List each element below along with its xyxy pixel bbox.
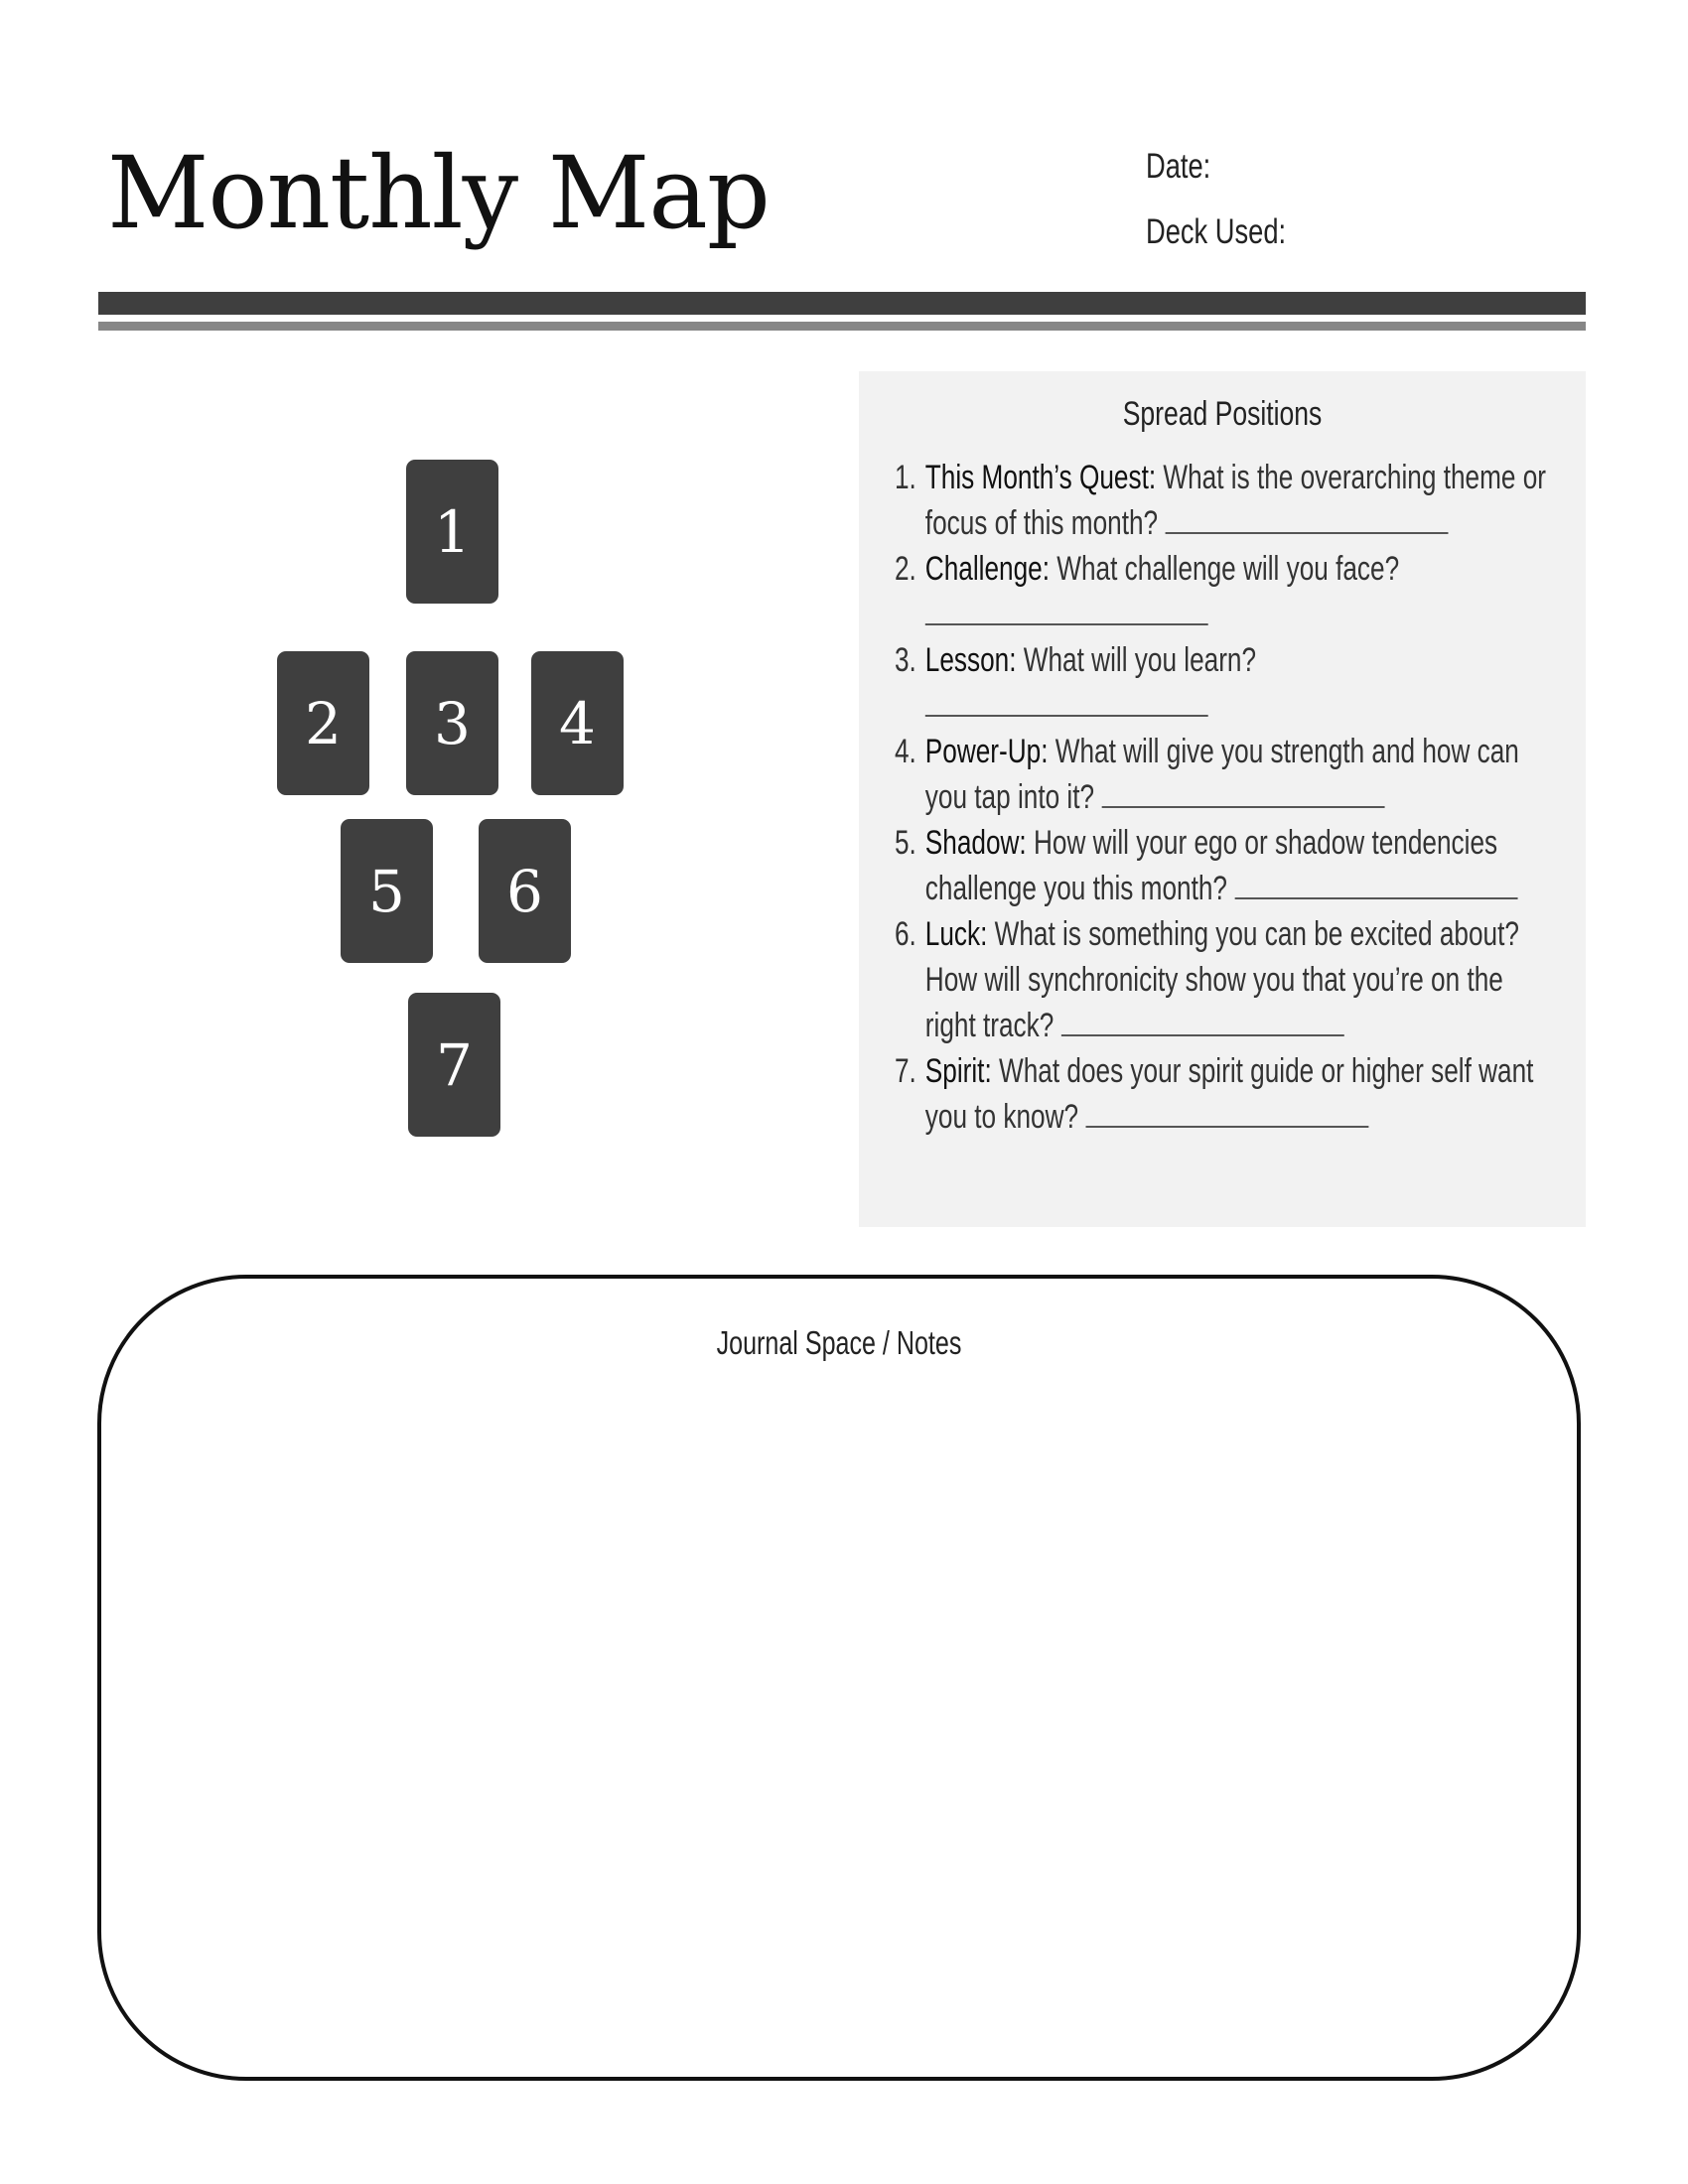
- spread-positions-panel: [859, 371, 1586, 1227]
- spread-position-term: This Month’s Quest:: [924, 459, 1157, 496]
- spread-position-term: Power-Up:: [924, 733, 1049, 770]
- spread-position-term: Challenge:: [924, 550, 1050, 588]
- answer-blank: [1085, 1100, 1368, 1128]
- header-divider-thin: [98, 322, 1586, 331]
- header-divider-thick: [98, 292, 1586, 315]
- page-title: Monthly Map: [107, 135, 770, 251]
- spread-position-item: [895, 911, 1552, 1048]
- date-label: Date:: [1146, 147, 1211, 186]
- spread-position-term: Shadow:: [924, 824, 1027, 862]
- spread-position-number: 4.: [895, 733, 916, 770]
- answer-blank: [1061, 1009, 1344, 1036]
- spread-position-number: 7.: [895, 1052, 916, 1090]
- spread-position-item: [895, 455, 1552, 546]
- spread-position-item: [895, 820, 1552, 911]
- spread-position-item: [895, 729, 1552, 820]
- spread-position-question: How will your ego or shadow tendencies challenge you this month?: [924, 824, 1498, 907]
- tarot-card-position-4: 4: [531, 651, 624, 795]
- spread-position-question: What is something you can be excited about? How will synchronicity show you that you’re on the right track?: [924, 915, 1519, 1044]
- spread-position-term: Lesson:: [924, 641, 1017, 679]
- answer-blank: [1234, 872, 1517, 899]
- spread-position-term: Spirit:: [924, 1052, 992, 1090]
- journal-notes-box: [97, 1275, 1581, 2081]
- spread-position-question: What does your spirit guide or higher self want you to know?: [924, 1052, 1534, 1136]
- answer-blank: [1165, 506, 1448, 534]
- spread-position-number: 1.: [895, 459, 916, 496]
- spread-position-number: 3.: [895, 641, 916, 679]
- answer-blank: [925, 689, 1208, 717]
- spread-position-number: 5.: [895, 824, 916, 862]
- spread-position-item: [895, 1048, 1552, 1140]
- tarot-card-position-5: 5: [341, 819, 433, 963]
- spread-position-number: 2.: [895, 550, 916, 588]
- spread-position-item: [895, 546, 1552, 637]
- answer-blank: [1101, 780, 1384, 808]
- spread-positions-list: [895, 455, 1552, 1140]
- spread-position-item: [895, 637, 1552, 729]
- tarot-card-position-6: 6: [479, 819, 571, 963]
- spread-position-term: Luck:: [924, 915, 988, 953]
- spread-position-question: What challenge will you face?: [1056, 550, 1400, 588]
- spread-positions-title: Spread Positions: [1122, 395, 1323, 433]
- tarot-card-position-1: 1: [406, 460, 498, 604]
- tarot-card-position-7: 7: [408, 993, 500, 1137]
- journal-title: Journal Space / Notes: [716, 1324, 962, 1361]
- tarot-card-position-2: 2: [277, 651, 369, 795]
- answer-blank: [925, 598, 1208, 625]
- spread-position-number: 6.: [895, 915, 916, 953]
- spread-position-question: What will give you strength and how can you tap into it?: [924, 733, 1519, 816]
- deck-used-label: Deck Used:: [1146, 212, 1287, 251]
- spread-position-question: What is the overarching theme or focus of this month?: [924, 459, 1547, 542]
- tarot-card-position-3: 3: [406, 651, 498, 795]
- spread-position-question: What will you learn?: [1023, 641, 1257, 679]
